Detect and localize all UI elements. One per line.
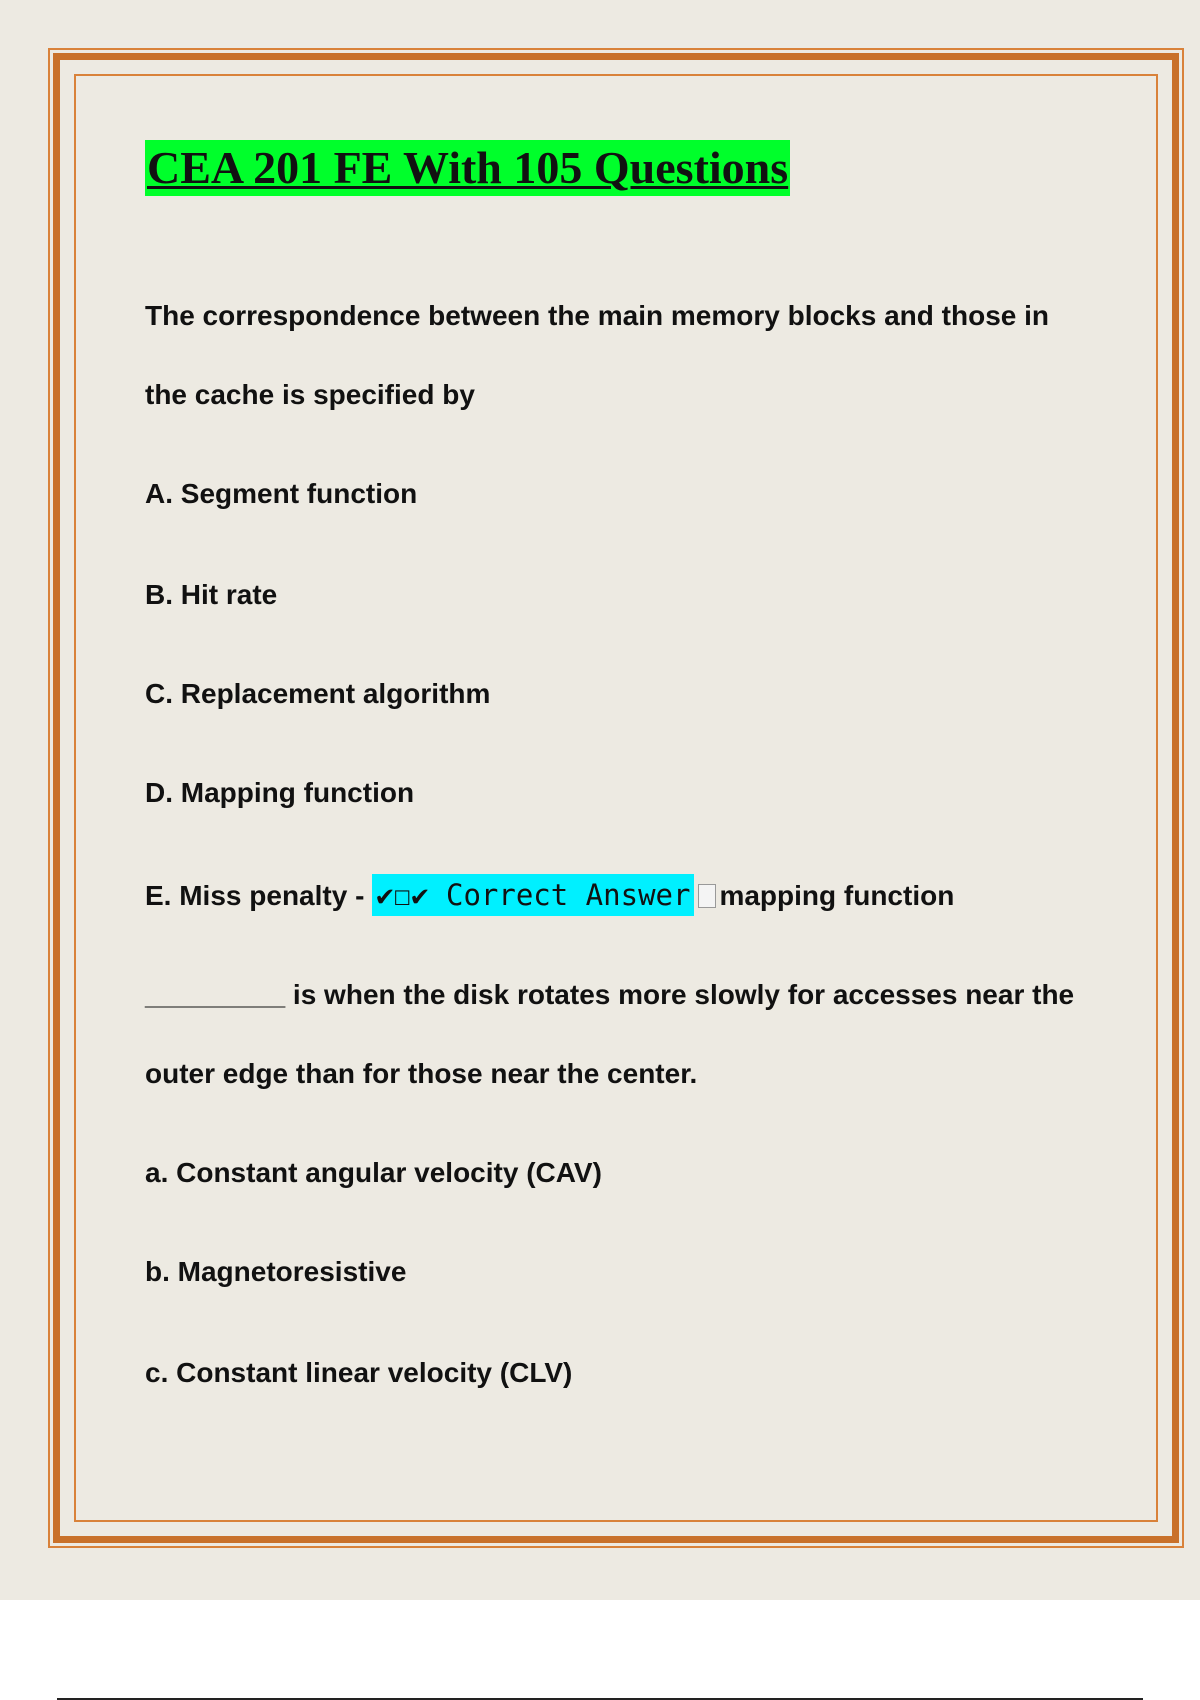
question-1-text-line-1: The correspondence between the main memory blocks and those in [145, 300, 1049, 331]
question-2-text-line-1: _________ is when the disk rotates more slowly for accesses near the [145, 979, 1075, 1010]
correct-answer-text: mapping function [719, 880, 955, 911]
question-1-option-d: D. Mapping function [145, 777, 415, 808]
option-e-prefix: E. Miss penalty - [145, 880, 373, 911]
correct-answer-marker: ✔☐✔ Correct Answer [372, 874, 694, 916]
placeholder-box-icon [698, 884, 716, 908]
question-1-option-b: B. Hit rate [145, 579, 278, 610]
question-2-option-c: c. Constant linear velocity (CLV) [145, 1357, 573, 1388]
question-1-option-c: C. Replacement algorithm [145, 678, 491, 709]
document-title: CEA 201 FE With 105 Questions [145, 140, 790, 196]
question-2-text-line-2: outer edge than for those near the center. [145, 1058, 698, 1089]
question-2-option-b: b. Magnetoresistive [145, 1256, 407, 1287]
question-2-option-a: a. Constant angular velocity (CAV) [145, 1157, 602, 1188]
question-1-option-e [145, 878, 954, 912]
question-1-option-a: A. Segment function [145, 478, 418, 509]
question-1-text-line-2: the cache is specified by [145, 379, 475, 410]
document-content [145, 140, 1085, 1388]
